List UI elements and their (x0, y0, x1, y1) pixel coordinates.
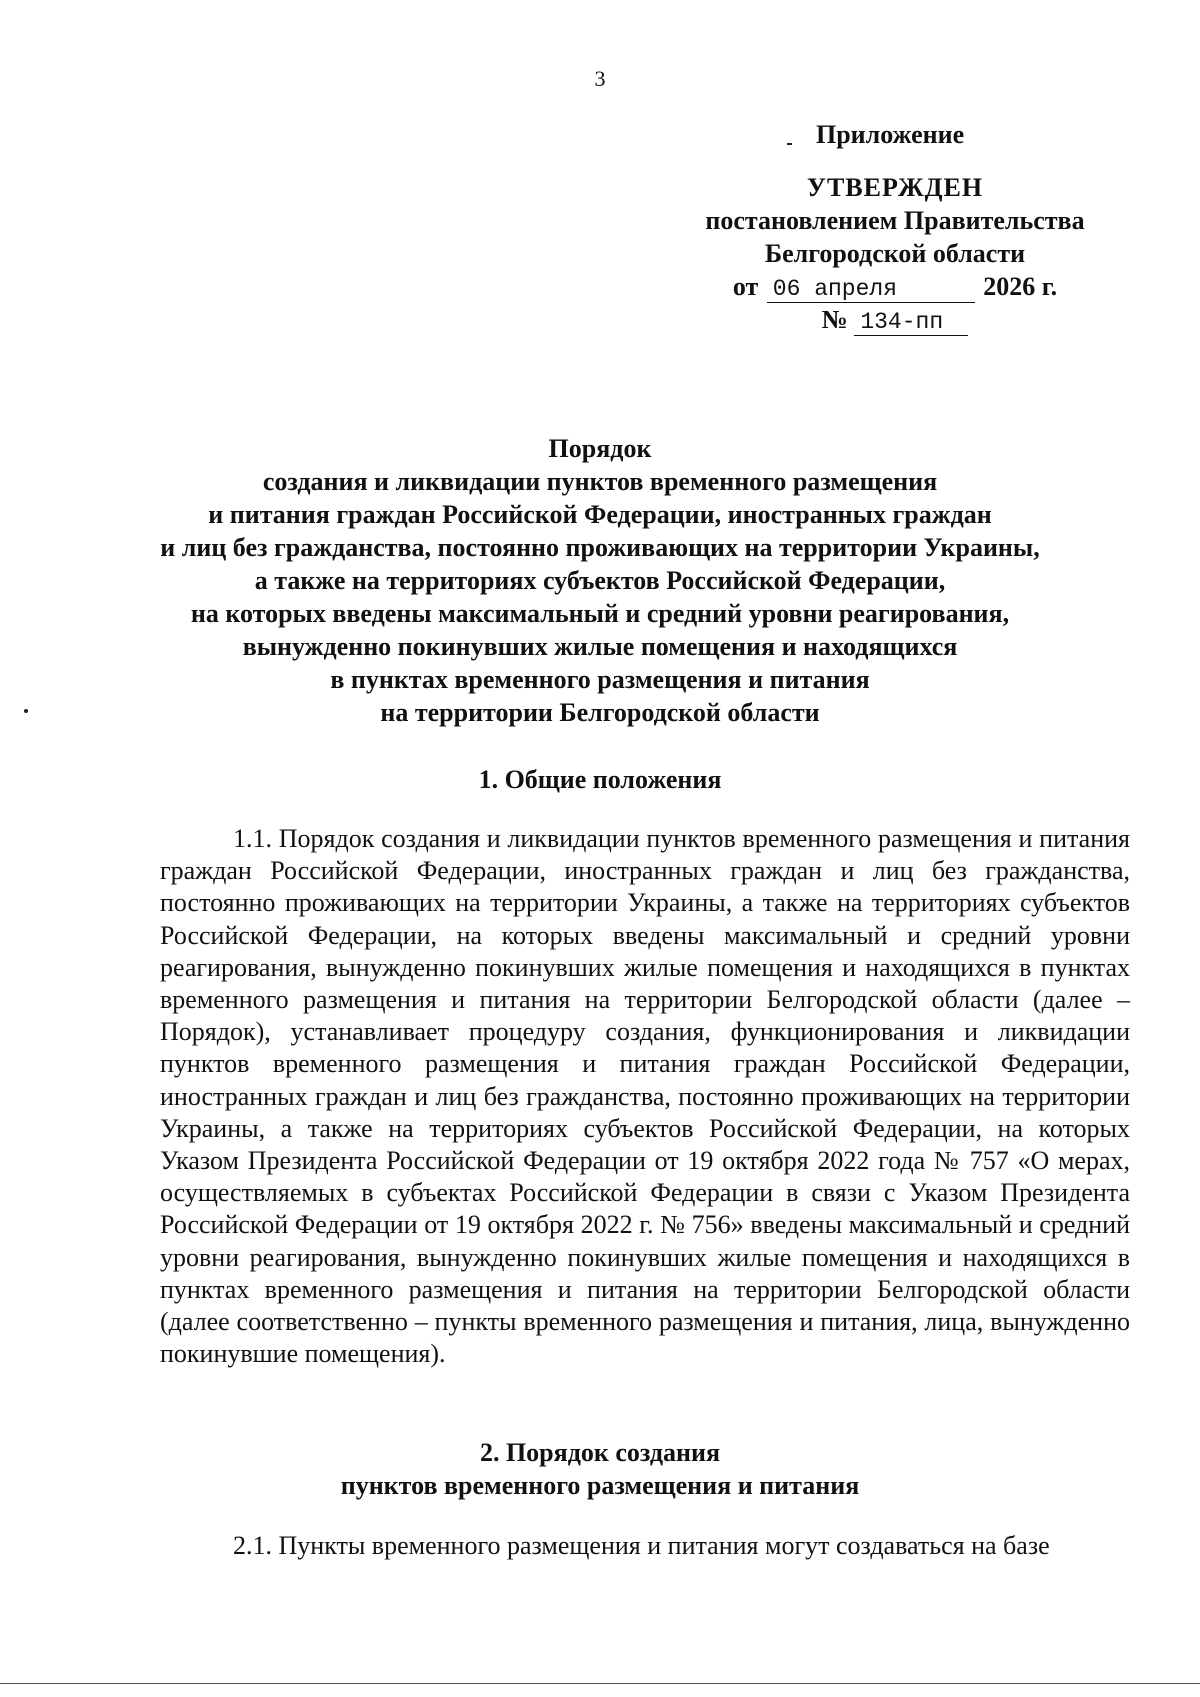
title-heading: Порядок (548, 434, 652, 463)
title-line: вынужденно покинувших жилые помещения и находящихся (242, 632, 958, 661)
section-1-heading: 1. Общие положения (478, 765, 722, 794)
date-suffix: 2026 г. (983, 272, 1058, 301)
title-line: в пунктах временного размещения и питания (330, 665, 870, 694)
title-line: и питания граждан Российской Федерации, иностранных граждан (208, 500, 992, 529)
approval-number-line (660, 303, 1130, 336)
approved-label: УТВЕРЖДЕН (806, 173, 984, 202)
section-2-heading-line-2: пунктов временного размещения и питания (340, 1471, 860, 1500)
document-title (60, 432, 1140, 729)
page-number: 3 (594, 66, 606, 91)
scan-speck (24, 709, 28, 713)
appendix-label: Приложение (816, 120, 965, 149)
paragraph-1-1: 1.1. Порядок создания и ликвидации пунктов временного размещения и питания граждан Российской Федерации, иностранных граждан и лиц без гражданства, постоянно проживающих на территории Украины, а также на территориях субъектов Российской Федерации, на которых введены максимальный и средний уровни реагирования, вынужденно покинувших жилые помещения и находящихся в пунктах временного размещения и питания на территории Белгородской области (далее – Порядок), устанавливает процедуру создания, функционирования и ликвидации пунктов временного размещения и питания граждан Российской Федерации, иностранных граждан и лиц без гражданства, постоянно проживающих на территории Украины, а также на территориях субъектов Российской Федерации, на которых Указом Президента Российской Федерации от 19 октября 2022 года № 757 «О мерах, осуществляемых в субъектах Российской Федерации в связи с Указом Президента Российской Федерации от 19 октября 2022 г. № 756» введены максимальный и средний уровни реагирования, вынужденно покинувших жилые помещения и находящихся в пунктах временного размещения и питания на территории Белгородской области (далее соответственно – пункты временного размещения и питания, лица, вынужденно покинувшие помещения). (160, 824, 1130, 1369)
date-prefix: от (732, 272, 759, 301)
scan-edge-line (0, 1683, 1200, 1684)
approval-stamp-block (660, 118, 1130, 336)
approved-by-line-1: постановлением Правительства (705, 206, 1085, 235)
title-line: а также на территориях субъектов Российской Федерации, (254, 566, 946, 595)
number-prefix: № (821, 305, 848, 334)
title-line: и лиц без гражданства, постоянно проживающих на территории Украины, (160, 533, 1040, 562)
title-line: на которых введены максимальный и средний уровни реагирования, (190, 599, 1010, 628)
title-line: на территории Белгородской области (380, 698, 820, 727)
approved-by-line-2: Белгородской области (764, 239, 1026, 268)
approval-date-value: 06 апреля (767, 276, 975, 303)
scan-speck (787, 143, 792, 145)
paragraph-2-1: 2.1. Пункты временного размещения и питания могут создаваться на базе (233, 1531, 1050, 1560)
section-2-heading-line-1: 2. Порядок создания (479, 1438, 721, 1467)
title-line: создания и ликвидации пунктов временного размещения (262, 467, 938, 496)
section-2-heading (60, 1436, 1140, 1502)
approval-date-line (660, 270, 1130, 303)
approval-number-value: 134-пп (854, 309, 968, 336)
